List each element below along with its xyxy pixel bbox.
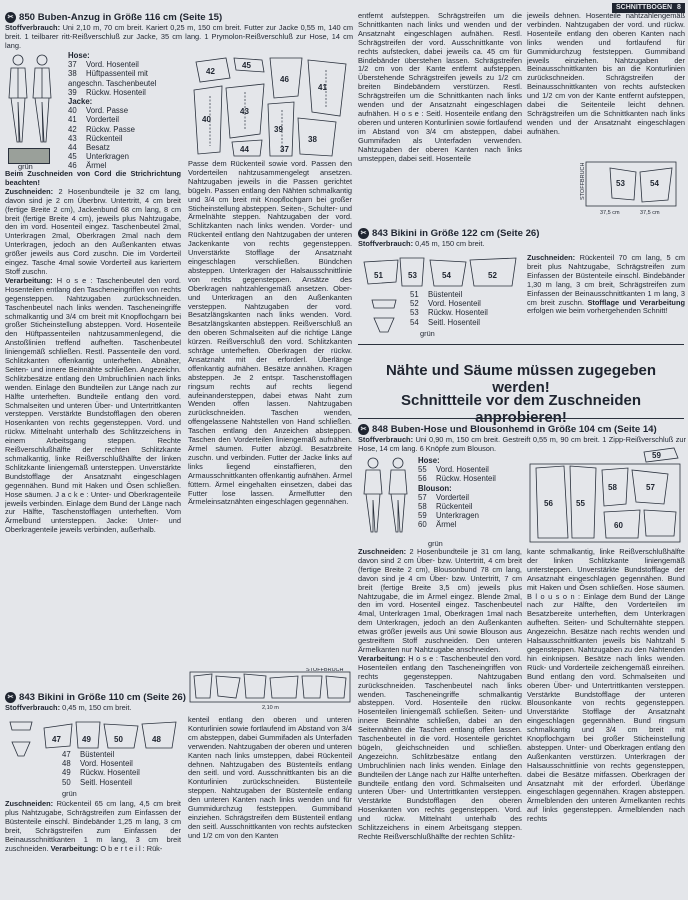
part-number: 39 [68,87,77,97]
part-name: Rückw. Passe [86,124,135,134]
fig-label: 59 [652,451,661,460]
part-number: 57 [418,492,427,502]
fabric-label: Stoffverbrauch: [5,24,61,32]
pattern-part-row [418,493,526,502]
corner-label-text: SCHNITTBOGEN [616,4,672,11]
pattern-848-parts [418,456,526,530]
pattern-848-heading: Buben-Hose und Blousonhemd in Größe 104 cm (Seite 14) [390,424,657,436]
pattern-850-body [5,170,181,694]
fabric-text: 0,45 m, 150 cm breit. [415,240,485,248]
part-name: Vord. Hosenteil [86,60,139,70]
fig-label: 58 [608,483,617,492]
fig-label: 51 [374,271,383,280]
stofflage-text: erfolgen wie beim vorhergehenden Schnitt! [527,306,668,316]
pattern-part-row [62,768,182,777]
corner-page-number: 8 [676,4,681,11]
fabric-layout-850 [186,668,354,710]
pattern-part-row [68,134,186,143]
group-hose-label: Hose: [68,51,90,60]
fig-label: 39 [274,125,283,134]
pattern-850-title [5,12,345,24]
part-number: 53 [410,308,419,318]
banner-fitting: Schnittteile vor dem Zuschneiden anprobieren! [400,392,642,426]
pattern-843b-parts [62,750,182,787]
bikini-figure [6,716,36,762]
pattern-848-layout [528,444,684,544]
fig-label: STOFFBRUCH [580,162,586,200]
part-name: Ärmel [86,161,107,171]
pattern-part-row [410,308,522,317]
pattern-843a-fabric [358,240,658,249]
fig-label: 49 [82,735,91,744]
fig-label: 46 [280,75,289,84]
part-number: 60 [418,520,427,530]
pattern-850-heading: Buben-Anzug in Größe 116 cm (Seite 15) [37,12,223,24]
fabric-label: Stoffverbrauch: [358,436,414,444]
hose-parts-list [68,60,186,97]
part-number: 43 [68,133,77,143]
bikini-figure [366,294,402,338]
pattern-843b-number: 843 [19,692,36,704]
pattern-848-title [358,424,686,436]
fig-label: 48 [152,735,161,744]
pattern-part-row [418,511,526,520]
fig-label: 54 [650,179,659,188]
pattern-850-fabric [5,24,353,52]
fig-label: 47 [52,735,61,744]
layout-size: 2,10 m [262,705,279,710]
part-number: 37 [68,60,77,70]
fig-label: 41 [318,83,327,92]
fig-label: 45 [242,61,251,70]
pattern-part-row [68,60,186,69]
fig-label: 53 [616,179,625,188]
banner-rule-top [358,344,684,345]
pattern-part-row [62,750,182,759]
pattern-843b-heading: Bikini in Größe 110 cm (Seite 26) [37,692,186,704]
part-name: Hüftpassenteil mit angeschn. Taschenbeutel [68,69,157,88]
pattern-850-parts [68,51,186,171]
scissors-icon: ✂ [358,424,369,435]
pattern-part-row [68,88,186,97]
fabric-text: Uni 0,90 m, 150 cm breit. Gestreift 0,55 m, 90 cm breit. 1 Zipp-Reißverschluß zur Hose, 14 cm lang. 6 Knöpfe zum Blouson. [358,436,686,453]
pattern-part-row [410,299,522,308]
parts-list [62,750,182,787]
banner-seams: Nähte und Säume müssen zugegeben werden! [385,362,657,396]
pattern-850-figures [6,52,54,148]
fig-label: 53 [408,271,417,280]
part-name: Seitl. Hosenteil [428,317,481,327]
zuschneiden-label: Zuschneiden: [5,186,54,196]
pattern-843a-heading: Bikini in Größe 122 cm (Seite 26) [390,228,540,240]
parts-list [410,290,522,327]
pattern-part-row [68,69,186,87]
jacke-parts-list [68,106,186,170]
scissors-icon: ✂ [358,228,369,239]
blouson-parts-list [418,493,526,530]
part-name: Büstenteil [428,290,463,299]
zuschneiden-text: Rückenteil 70 cm lang, 5 cm breit plus Nahtzugabe, Schrägstreifen zum Einfassen der Büstenteile einschl. Bindebänder 1,30 m lang, 3 cm breit, Schrägstreifen zum Einfassen der Beinausschnittkanten 1 m lang, 3 cm breit zuschn. [527,254,685,307]
zuschneiden-text: 2 Hosenbundteile je 32 cm lang, davon sind je 2 cm Überbrw. Untertritt, 4 cm breit (fertige Breite 2 cm), Jackenbund 68 cm lang, 8 cm breit (fertige Breite 4 cm), jeweils plus Nahtzugabe, den im vord. Hosenteil eingez. Taschenbeutel 2mal, Unterkragen 2mal, Oberkragen 2mal nach dem Unterkragen, jedoch an den Außenkanten etwas größer jeweils aus Cord zuschn. Die im Vorderteil eingez. Tasche 4mal sowie Vorderteil aus kariertem Stoff zuschn. [5,186,181,276]
part-number: 56 [418,474,427,484]
fig-label: 55 [576,499,585,508]
group-hose-label: Hose: [418,456,440,465]
pattern-848-number: 848 [372,424,389,436]
part-name: Rückenteil [436,502,473,512]
fabric-label: Stoffverbrauch: [5,704,61,712]
fig-label: 37,5 cm [640,210,660,216]
pattern-part-row [62,778,182,787]
fig-label: 43 [240,107,249,116]
pattern-843a-number: 843 [372,228,389,240]
verarbeitung-text: H o s e : Taschenbeutel den vord. Hosenteilen entlang den Tascheneingriffen von rechts gegensteppen. Nahtzugaben zurückschneiden. Taschenbeutel nach links wenden. Tascheneingriffe schmalkantig und 3/4 cm breit mit Knopflochgarn bei großer Sticheinstellung absteppen. Vord. Hosenteile den Hüftpassenteilen nahtzusammenlegend, die Anstoßlinien treffend aufheften. Taschenbeutel liniengemäß schließen. Restl. Passenteile den vord. Schlitzkanten offenkantig unterheften. Abnäher, Seiten- und innere Beinnähte schließen. Angezeichn. Schlitzbesätze entlang den Umbruchlinien nach links wenden. Einlage den Bundteilen zur Länge nach zur Hälfte unterheften. Bundteile entlang den vord. Schmalseiten und unteren Über- und Untertrittkanten versteppen. Verstärkte Bundstofflagen den oberen Hosenkanten von rechts gegensteppen. Vord. und rückw. Mittelnaht unterhalb des Schlitzzeichens in einem Arbeitsgang steppen. Rechte Reißverschlußhälfte der rechten Schlitzkante schmalkantig, linke Reißverschlußhälfte der linken Schlitzkante liniengemäß untersteppen. Unverstärkte Bundstofflage der Ansatznaht eingeschlagen gegennähen. Bund mit Haken und Ösen schließen. Hose säumen. J a c k e : Unter- und Oberkragenteile jeweils verbinden. Einlage dem Bund der Länge nach zur Hälfte, Taschenstofflagen unterheften. Vom Ärmelbund untersteppen. Jacke: Unter- und Oberkragenteile jeweils verbinden, außerhalb. [5,275,181,535]
part-number: 51 [410,290,419,299]
zuschneiden-label: Zuschneiden: [527,254,576,262]
part-number: 44 [68,143,77,153]
part-number: 40 [68,106,77,116]
part-number: 41 [68,115,77,125]
pattern-part-row [68,106,186,115]
color-label: grün [62,790,77,798]
column3-text: entfernt aufsteppen. Schrägstreifen um die Schnittkanten nach links und wenden und der Ansatznaht eingeschlagen aufnähen. Restl. Schrägstreifen der vord. Ausschnittkante von rechts aufstecken, dabei jeweils ca. 45 cm für Bindebänder überstehen lassen. Schrägstreifen 1/2 cm von der Kante entfernt aufsteppen. Überstehende Schrägstreifen jeweils zu 1/2 cm breiten Bindebändern verstürzen. Restl. Schrägstreifen um die Schnittkanten nach links wenden und der Ansatznaht eingeschlagen aufnähen. H o s e : Seitl. Hosenteile entlang den oberen und unteren Konturlinien sowie fortlaufend im Abstand von 3/4 cm absteppen, dabei Gummifaden als Unterfaden verwenden. Nahtzugaben der oberen Kanten nach links umsteppen, dabei seitl. Hosenteile [358,12,522,163]
pattern-843b-fabric [5,704,181,713]
pattern-part-row [410,318,522,327]
pattern-part-row [418,465,526,474]
zuschneiden-text: 2 Hosenbundteile je 31 cm lang, davon sind 2 cm Über- bzw. Untertritt, 4 cm breit (fertige Breite 2 cm), Blousonbund 78 cm lang, davon sind je 4 cm Über- bzw. Untertritt, 7 cm breit (fertige Breite 3,5 cm) jeweils plus Nahtzugabe, die im Ärmel eingez. Blende 2mal, den im vord. Hosenteil eingez. Taschenbeutel 4mal, Unterkragen 1mal, Oberkragen 1mal nach dem Unterkragen, jedoch an den Außenkanten etwas größer jeweils aus Uni sowie Blouson aus gestreiftem Stoff zuschneiden. Den unteren Ärmelkanten nur Nahtzugabe anschneiden. [358,548,522,654]
pattern-843a-instructions [527,254,685,338]
pattern-843b-layout [40,714,180,754]
fabric-label: Stoffverbrauch: [358,240,414,248]
part-name: Unterkragen [86,152,129,162]
verarbeitung-label: Verarbeitung: [50,843,99,853]
part-number: 50 [62,777,71,787]
part-name: Besatz [86,143,110,153]
zuschneiden-label: Zuschneiden: [358,548,407,556]
part-number: 54 [410,317,419,327]
color-label: grün [420,330,435,338]
fig-label: 50 [114,735,123,744]
fig-label: 42 [206,67,215,76]
pattern-part-row [418,520,526,529]
swatch-green [8,148,50,164]
zuschneiden-text: Rückenteil 65 cm lang, 4,5 cm breit plus Nahtzugabe, Schrägstreifen zum Einfassen der Büstenteile einschl. Bindebänder 1,25 m lang, 3 cm breit, Schrägstreifen zum Einfassen der Beinausschnittkanten 1 m lang, 3 cm breit zuschneiden. [5,800,181,853]
cord-note: Beim Zuschneiden von Cord die Strichrichtung beachten! [5,170,181,187]
part-name: Vord. Passe [86,106,129,116]
zuschneiden-label: Zuschneiden: [5,800,54,808]
part-name: Rückw. Hosenteil [428,308,488,318]
pattern-843a-parts [410,290,522,327]
column4-text: jeweils dehnen. Hosenteile nahtzahlengemäß verbinden. Nahtzugaben der vord. und rückw. Hosenteile entlang den oberen Kanten nach links wenden und fortlaufend für Gummidurchzug feststeppen. Gummiband jeweils einziehen. Nahtzugaben der Beinausschnittkanten bis an die Konturlinien zurückschneiden. Schrägstreifen der Beinausschnittkanten von rechts aufstecken und 1/2 cm von der Kante entfernt aufsteppen, dabei die Seitenteile leicht dehnen. Schrägstreifen um die Schnittkanten nach links wenden und der Ansatznaht eingeschlagen aufnähen. [527,12,685,136]
part-name: Vord. Hosenteil [436,465,489,475]
pattern-part-row [418,502,526,511]
pattern-part-row [418,474,526,483]
scissors-icon: ✂ [5,692,16,703]
column4-continued-text: kante schmalkantig, linke Reißverschlußhälfte der linken Schlitzkante liniengemäß untersteppen. Unverstärkte Bundstofflage der Ansatznaht eingeschlagen gegennähen. Bund mit Haken und Ösen schließen. Hose säumen. B l o u s o n : Einlage dem Bund der Länge nach zur Hälfte, den Vorderteilen im Besatzbereite unterheften, dem Unterkragen aufheften. Seiten- und Schulternähte steppen. Angezeichn. Besätze nach rechts wenden und Halsausschnittkanten jeweils bis Nahtzahl 5 gegensteppen. Nahtzugaben zu den Nahtenden hin einknipsen. Besätze nach links wenden. Rück- und Vorderteile zeichengemäß einreihen. Bund entlang den vord. Schmalseiten und oberen Über- und Untertrittkanten versteppen. Verstärkte Bundstofflage der unteren Blousonkante von rechts gegensteppen. Unverstärkte Stofflage der Ansatznaht eingeschlagen gegennähen. Bund ringsum schmalkantig und 3/4 cm breit mit Knopflochgarn bei großer Sticheinstellung absteppen. Unter- und Oberkragen entlang den Außenkanten verstürzen. Unterkragen der Halsausschnittlinie von rechts gegensteppen, dabei die Besätze mitfassen. Oberkragen der Ansatznaht mit der erforderl. Überlänge eingeschlagen gegennähen. Kragen absteppen. Ärmelblenden den unteren Ärmelkanten rechts auf links gegensteppen. Ärmelblenden nach rechts [527,548,685,824]
part-number: 59 [418,511,427,521]
stofflage-label: Stofflage und Verarbeitung [587,297,685,307]
hose-parts-list [418,465,526,483]
pattern-848-body [358,548,522,898]
verarbeitung-label: Verarbeitung: [358,653,406,663]
color-label: grün [18,163,33,171]
part-name: Vord. Hosenteil [80,759,133,769]
verarbeitung-label: Verarbeitung: [5,275,53,285]
pattern-843b-title [5,692,345,704]
fabric-text: Uni 2,10 m, 70 cm breit. Kariert 0,25 m, 150 cm breit. Futter zur Jacke 0,55 m, 140 cm breit. 1 teilbarer ritt-Reißverschluß zur Jacke, 35 cm lang. 1 Prymolon-Reißverschluß zur Hose, 14 cm lang. [5,24,353,50]
part-name: Rückw. Hosenteil [436,474,496,484]
middle-column-bottom-text: kenteil entlang den oberen und unteren Konturlinien sowie fortlaufend im Abstand von 3/4 cm absteppen, dabei Gummifaden als Unterfaden verwenden. Nahtzugaben der oberen und unteren Kanten nach links umsteppen, dabei Rückenteil dehnen. Nahtzugaben des Büstenteils entlang den seitl. und vord. Ausschnittkanten bis an die Konturlinien zurückschneiden. Büstenteile steppen. Nahtzugaben der Büstenteile entlang den unteren Kanten nach links wenden und für Gummidurchzug feststeppen. Gummiband einziehen. Schrägstreifen dem Büstenteil entlang den seitl. Ausschnittkanten von rechts aufstecken und 1/2 cm von den Kanten [188,716,352,840]
part-number: 46 [68,161,77,171]
scissors-icon: ✂ [5,12,16,23]
part-name: Rückw. Hosenteil [86,87,146,97]
part-name: Vorderteil [436,492,469,502]
part-number: 47 [62,750,71,759]
verarbeitung-text: O b e r t e i l : Rük- [100,843,163,853]
verarbeitung-text: H o s e : Taschenbeutel den vord. Hosenteilen entlang den Tascheneingriffen von rechts gegensteppen. Nahtzugaben zurückschneiden. Taschenbeutel nach links wenden. Tascheneingriffe schmalkantig absteppen. Vord. Hosenteile den rückw. Hosenteilen liniengemäß schließen. Seiten- und innere Beinnähte schließen, dabei an den Seitennähten die Taschen entlang offen lassen. Taschenbeutel in die vord. Hosenteile gerichtet bügeln, gleichschneiden und schließen. Angezeichn. Schlitzbesätze entlang den Umbruchlinien nach links wenden. Einlage den Bundteilen der Länge nach zur Hälfte unterheften. Bundteile entlang den vord. Schmalseiten und unteren Über- und Untertrittkanten versteppen. Verstärkte Bundstofflagen den oberen Hosenkanten von rechts gegensteppen. Vord. und rückw. Mittelnaht unterhalb des Schlitzzeichens in einem Arbeitsgang steppen. Rechte Reißverschlußhälfte der rechten Schlitz- [358,653,522,841]
pattern-part-row [62,759,182,768]
column4-layout [580,160,680,218]
pattern-part-row [68,143,186,152]
pattern-848-figures [360,456,412,536]
group-jacke-label: Jacke: [68,97,93,107]
part-name: Vorderteil [86,115,119,125]
pattern-part-row [68,152,186,161]
pattern-850-number: 850 [19,12,36,24]
part-name: Rückw. Hosenteil [80,768,140,778]
part-number: 55 [418,465,427,475]
fig-label: 38 [308,135,317,144]
pattern-part-row [410,290,522,299]
fabric-text: 0,45 m, 150 cm breit. [62,704,132,712]
fig-label: 57 [646,483,655,492]
part-name: Büstenteil [80,750,115,759]
pattern-part-row [68,125,186,134]
fig-label: 44 [240,145,249,154]
fig-label: 60 [614,521,623,530]
fig-label: 56 [544,499,553,508]
part-number: 42 [68,124,77,134]
part-number: 58 [418,502,427,512]
color-label: grün [428,540,443,548]
banner-rule-bottom [358,418,684,419]
pattern-850-layout [190,56,352,160]
part-name: Seitl. Hosenteil [80,777,133,787]
fig-label: 37 [280,145,289,154]
group-blouson-label: Blouson: [418,483,452,493]
pattern-843b-body [5,800,181,898]
part-name: Vord. Hosenteil [428,299,481,309]
pattern-843a-title [358,228,658,240]
fig-label: 54 [442,271,451,280]
part-name: Unterkragen [436,511,479,521]
stoffbruch-label: STOFFBRUCH [306,668,344,673]
fig-label: 37,5 cm [600,210,620,216]
pattern-part-row [68,115,186,124]
part-number: 52 [410,299,419,309]
fig-label: 40 [202,115,211,124]
middle-column-text: Passe dem Rückenteil sowie vord. Passen den Vorderteilen nahtzusammengelegt ansetzen. Nahtzugaben jeweils in die Passen gerichtet bügeln. Passen entlang den Nähten schmalkantig und 3/4 cm breit mit Knopflochgarn bei großer Sticheinstellung absteppen. Seiten-, Schulter- und Ärmelnähte steppen. Nahtzugaben der vord. Schlitzkanten nach links wenden. Vorder- und Rückenteil entlang den Nahtzugaben der unteren Jackenkante von rechts gegensteppen. Unverstärkte Stofflage der Ansatznaht eingeschlagen verschließen. Bündchen absteppen. Unterkragen der Halsausschnittlinie von rechts gegensteppen. Ansätze des Oberkragen nahtzahlengemäß ansetzen. Ober- und Unterkragen an den Außenkanten versteppen. Nahtzugaben der vord. Besatzlängskanten nach links wenden. Vord. Besatzlängskanten absteppen. Reißverschluß an den oberen Schmalseiten auf die richtige Länge kürzen. Reißverschluß den vord. Schlitzkanten schräge unterheften. Oberkragen der rückw. Ansatznaht mit der erforderl. Überlänge offenkantig aufnähen. Besätze annähen. Kragen absteppen. Je 2 entspr. Taschenstofflagen ringsum rechts auf rechts liegend aufeinandersteppen, dabei etwas Naht zum Wenden offen lassen. Nahtzugaben zurückschneiden. Taschen wenden, offengelassene Nahtstellen von Hand schließen. Taschen entlang den Anzeichen absteppen. Taschen den Vorderteilen liniengemäß aufnähen. Ärmel säumen. Futter abzügl. Besatzbreite zuschn. und verbinden. Futter der Jacke links auf links liegend einstaffieren, den Armausschnittkanten offenkantig aufnähen. Ärmel füttern. Ärmel eingehalten einsetzen, dabei das Futter lose lassen. Ärmelfutter den Ärmeleinsatznähten eingeschlagen gegennähen. [188,160,352,507]
part-number: 48 [62,759,71,769]
part-number: 45 [68,152,77,162]
fig-label: 52 [488,271,497,280]
part-number: 38 [68,69,77,79]
part-name: Ärmel [436,520,457,530]
part-number: 49 [62,768,71,778]
part-name: Rückenteil [86,133,123,143]
